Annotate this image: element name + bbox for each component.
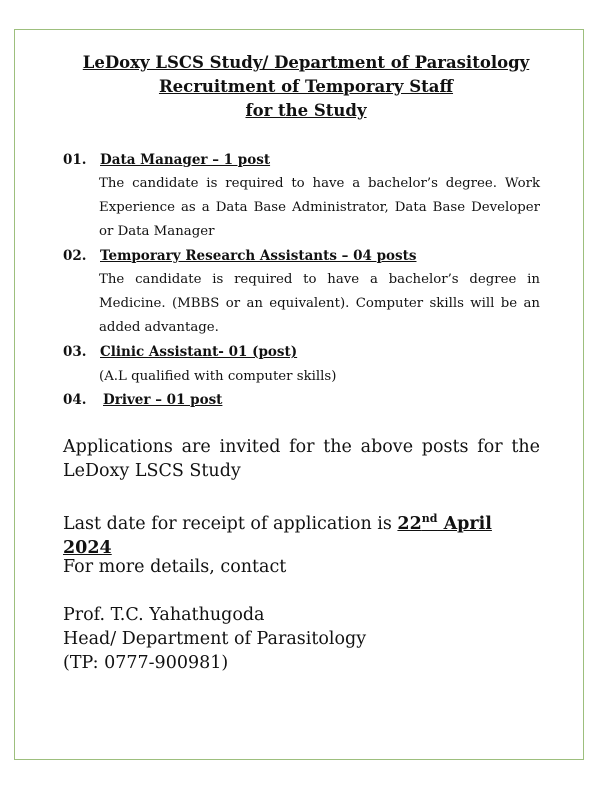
header-line-2: Recruitment of Temporary Staff — [158, 77, 454, 96]
post-2-description: The candidate is required to have a bachelor’s degree in Medicine. (MBBS or an equivalent). Computer skills will be an added advantage. — [99, 272, 540, 335]
contact-name: Prof. T.C. Yahathugoda — [63, 605, 265, 625]
contact-phone: (TP: 0777-900981) — [63, 653, 229, 673]
deadline-ordinal: nd — [421, 512, 438, 525]
contact-title: Head/ Department of Parasitology — [63, 629, 367, 649]
post-3-title: Clinic Assistant- 01 (post) — [100, 344, 298, 360]
contact-intro: For more details, contact — [63, 557, 287, 577]
header-line-1: LeDoxy LSCS Study/ Department of Parasitology — [82, 53, 530, 72]
post-1-description: The candidate is required to have a bachelor’s degree. Work Experience as a Data Base Administrator, Data Base Developer or Data Manager — [99, 176, 540, 239]
post-2-title: Temporary Research Assistants – 04 posts — [100, 248, 417, 264]
deadline-month-year: April 2024 — [63, 513, 492, 558]
post-3-number: 03. — [63, 344, 87, 360]
deadline-day: 22 — [397, 513, 422, 534]
applications-paragraph: Applications are invited for the above posts for the LeDoxy LSCS Study — [63, 437, 540, 481]
post-4-number: 04. — [63, 392, 87, 408]
post-4-heading — [63, 391, 222, 409]
post-1-title: Data Manager – 1 post — [100, 152, 271, 168]
post-4-title: Driver – 01 post — [103, 392, 223, 408]
post-1-heading — [63, 151, 270, 169]
header-line-3: for the Study — [245, 101, 367, 120]
post-1-number: 01. — [63, 152, 87, 168]
post-3-heading — [63, 343, 297, 361]
post-3-description: (A.L qualified with computer skills) — [99, 369, 337, 384]
post-2-number: 02. — [63, 248, 87, 264]
post-2-heading — [63, 247, 416, 265]
deadline-prefix: Last date for receipt of application is — [63, 513, 398, 534]
deadline-line — [63, 507, 540, 560]
